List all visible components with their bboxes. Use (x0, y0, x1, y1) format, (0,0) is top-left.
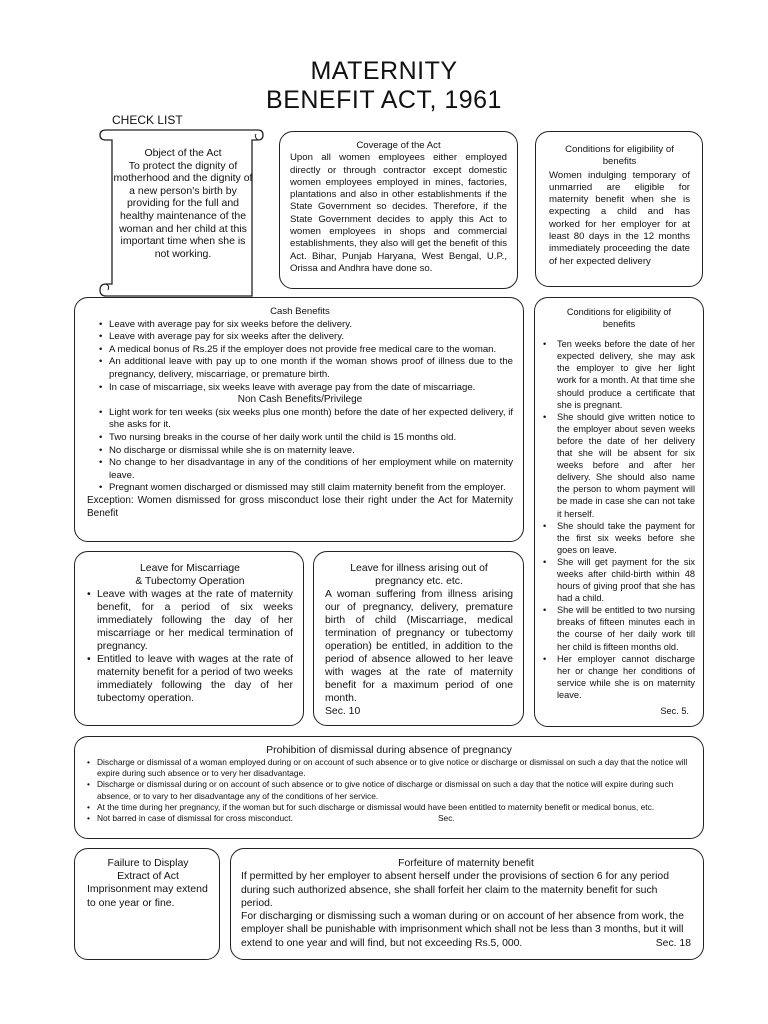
list-item: • Her employer cannot discharge her or change her conditions of service while she is on maternity leave. (543, 653, 695, 701)
object-of-act (113, 141, 253, 285)
page-title (0, 57, 768, 115)
list-item: • Entitled to leave with wages at the rate of maternity benefit for a period of two weeks immediately following the day of her tubectomy operation. (87, 653, 293, 705)
eligibility2-list (543, 338, 695, 701)
list-item: • She will be entitled to two nursing breaks of fifteen minutes each in the course of her daily work till her child is fifteen months old. (543, 604, 695, 652)
cash-heading: Cash Benefits (270, 306, 330, 317)
failure-heading-1: Failure to Display (107, 857, 189, 869)
list-item: • In case of miscarriage, six weeks leave with average pay from the date of miscarriage. (99, 382, 513, 395)
miscarriage-heading-2: & Tubectomy Operation (135, 576, 245, 587)
forfeiture-heading: Forfeiture of maternity benefit (398, 858, 534, 869)
failure-heading-2: Extract of Act (117, 870, 179, 883)
cash-exception: Exception: Women dismissed for gross misconduct lose their right under the Act for Maternity Benefit (87, 494, 513, 519)
illness-sec: Sec. 10 (325, 706, 361, 717)
illness-heading-1: Leave for illness arising out of (350, 563, 488, 574)
forfeiture-sec: Sec. 18 (655, 937, 691, 949)
non-cash-list (87, 407, 513, 495)
object-heading: Object of the Act (144, 147, 222, 159)
eligibility-box-1 (535, 131, 703, 287)
prohibition-item-text: Not barred in case of dismissal for cross misconduct. (97, 813, 293, 824)
miscarriage-heading-1: Leave for Miscarriage (140, 563, 240, 574)
failure-box (74, 848, 220, 960)
list-item: • Leave with wages at the rate of maternity benefit, for a period of six weeks immediately following the day of her miscarriage or her medical termination of pregnancy. (87, 588, 293, 653)
list-item: • Leave with average pay for six weeks before the delivery. (99, 319, 513, 332)
eligibility2-sec: Sec. 5. (660, 706, 689, 716)
non-cash-heading: Non Cash Benefits/Privilege (237, 394, 363, 406)
coverage-body: Upon all women employees either employed directly or through contractor except domestic women employees employed in mines, factories, plantations and also in other establishments if the State Government so decides. Therefore, if the State Government decides to apply this Act to women employees in shops and commercial establishments, they also will get the benefit of this Act. Bihar, Punjab Haryana, West Bengal, U.P., Orissa and Andhra have done so. (290, 152, 507, 274)
list-item: • No discharge or dismissal while she is on maternity leave. (99, 445, 513, 458)
check-list-label: CHECK LIST (112, 113, 183, 127)
list-item: • A medical bonus of Rs.25 if the employer does not provide free medical care to the woman. (99, 344, 513, 357)
miscarriage-list (87, 588, 293, 705)
list-item: • Ten weeks before the date of her expected delivery, she may ask the employer to give her light work for a month. At that time she should produce a certificate that she is pregnant. (543, 338, 695, 411)
miscarriage-box (74, 551, 304, 726)
list-item: • Pregnant women discharged or dismissed may still claim maternity benefit from the employer. (99, 482, 513, 495)
list-item: • She will get payment for the six weeks after child-birth within 48 hours of giving proof that she has had a child. (543, 556, 695, 604)
forfeiture-para-2-text: For discharging or dismissing such a woman during or on account of her absence from work, the employer shall be punishable with imprisonment which shall not be less than 3 months, but it will extend to one year and will find, but not exceeding Rs.5, 000. (241, 911, 684, 949)
list-item: • An additional leave with pay up to one month if the woman shows proof of illness due to the pregnancy, delivery, miscarriage, or premature birth. (99, 356, 513, 381)
list-item: • She should give written notice to the employer about seven weeks before the date of her delivery that she will be absent for six weeks before and after her delivery. She should also name the person to whom payment will be made in case she can not take it herself. (543, 411, 695, 520)
list-item: • Discharge or dismissal during or on account of such absence or to give notice of discharge or dismissal on such a day that the notice will expire during such absence, or to vary to her disadvantage any of the conditions of her service. (87, 779, 691, 801)
coverage-box (279, 131, 518, 289)
list-item: • No change to her disadvantage in any of the conditions of her employment while on maternity leave. (99, 457, 513, 482)
list-item: • Discharge or dismissal of a woman employed during or on account of such absence or to give notice or discharge or dismissal on such a day that the notice will expire during such absence or to very her disadvantage. (87, 757, 691, 779)
illness-box (313, 551, 524, 726)
eligibility1-body: Women indulging temporary of unmarried are eligible for maternity benefit when she is expecting a child and has worked for her employer for at least 80 days in the 12 months immediately proceeding the date of her expected delivery (549, 169, 690, 267)
list-item: • At the time during her pregnancy, if the woman but for such discharge or dismissal would have been entitled to maternity benefit or medical bonus, etc. (87, 802, 691, 813)
eligibility1-heading: Conditions for eligibility of benefits (565, 144, 674, 168)
cash-benefits-box (74, 297, 524, 542)
illness-body: A woman suffering from illness arising our of pregnancy, delivery, premature birth of child (Miscarriage, medical termination of pregnancy or tubectomy operation) be entitled, in addition to the period of absence allowed to her leave with wages at the rate of maternity benefit for a maximum period of one month. (325, 589, 513, 704)
list-item: • Leave with average pay for six weeks after the delivery. (99, 331, 513, 344)
prohibition-sec: Sec. (437, 813, 455, 824)
forfeiture-para-2 (241, 910, 691, 950)
list-item (87, 813, 691, 824)
coverage-heading: Coverage of the Act (356, 140, 441, 151)
forfeiture-para-1: If permitted by her employer to absent herself under the provisions of section 6 for any period during such authorized absence, she shall forfeit her claim to the maternity benefit for such period. (241, 871, 669, 909)
list-item: • She should take the payment for the first six weeks before she goes on leave. (543, 520, 695, 556)
title-line-2: BENEFIT ACT, 1961 (266, 86, 502, 114)
prohibition-heading: Prohibition of dismissal during absence of pregnancy (266, 744, 512, 756)
list-item: • Two nursing breaks in the course of her daily work until the child is 15 months old. (99, 432, 513, 445)
title-line-1: MATERNITY (310, 57, 458, 85)
forfeiture-box (230, 848, 704, 960)
prohibition-list (87, 757, 691, 824)
prohibition-box (74, 736, 704, 839)
list-item: • Light work for ten weeks (six weeks plus one month) before the date of her expected delivery, if she asks for it. (99, 407, 513, 432)
eligibility2-heading: Conditions for eligibility of benefits (566, 307, 672, 330)
cash-list (87, 319, 513, 395)
eligibility-box-2 (534, 297, 704, 727)
failure-body: Imprisonment may extend to one year or fine. (87, 883, 208, 909)
object-body: To protect the dignity of motherhood and the dignity of a new person's birth by providing for the full and healthy maintenance of the woman and her child at this important time when she is not working. (113, 159, 253, 260)
illness-heading-2: pregnancy etc. etc. (375, 576, 463, 587)
